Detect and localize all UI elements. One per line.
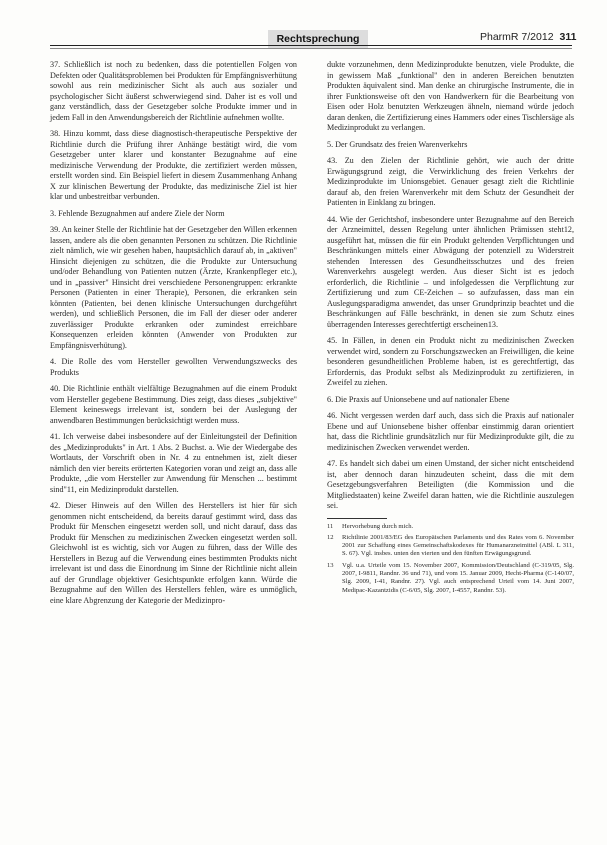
paragraph-41: 41. Ich verweise dabei insbesondere auf der Einleitungsteil der Definition des „Medizinprodukts" in Art. 1 Abs. 2 Buchst. a. Wie der Wiedergabe des Wortlauts, der Vorschrift oben in Nr. 4 zu entnehmen ist, zielt dieser nämlich den vier bereits erörterten Kategorien voran und zeigt an, dass alle Produkte, „die vom Hersteller zur Anwendung für Menschen ... bestimmt sind"11, ein Medizinprodukt darstellen. <box>50 432 297 494</box>
paragraph-47: 47. Es handelt sich dabei um einen Umstand, der sicher nicht entscheidend ist, aber dennoch daran hinzudeuten scheint, dass die mit dem Gesetzgebungsverfahren Beteiligten (die Kommission und die Mitgliedstaaten) keine Zweifel daran hatten, wie die Richtlinie auszulegen sei. <box>327 459 574 510</box>
footnote-text: Vgl. u.a. Urteile vom 15. November 2007, Kommission/Deutschland (C-319/05, Slg. 2007, I-9811, Randnr. 36 und 71), und vom 15. Januar 2009, Hecht-Pharma (C-140/07, Slg. 2009, I-41, Randnr. 27). Vgl. auch entsprechend Urteil vom 14. Juni 2007, Medipac-Kazantzidis (C-6/05, Slg. 2007, I-4557, Randnr. 53). <box>342 561 574 594</box>
header-rule-secondary <box>50 48 572 49</box>
left-column <box>50 60 297 612</box>
footnote-number: 12 <box>327 533 334 541</box>
footnote-text: Richtlinie 2001/83/EG des Europäischen Parlaments und des Rates vom 6. November 2001 zur Schaffung eines Gemeinschaftskodexes für Humanarzneimittel (ABl. L 311, S. 67). Vgl. insbes. unten den vierten und den fünften Erwägungsgrund. <box>342 533 574 558</box>
footnote-12 <box>327 534 574 559</box>
subheading-3: 3. Fehlende Bezugnahmen auf andere Ziele der Norm <box>50 208 225 218</box>
paragraph-46: 46. Nicht vergessen werden darf auch, dass sich die Praxis auf nationaler Ebene und auf Unionsebene bisher offenbar einstimmig daran orientiert hat, dass die Richtlinie grundsätzlich nur für Medizinprodukte gilt, die zu medizinischen Zwecken verwendet werden. <box>327 411 574 452</box>
header-rule <box>50 45 572 46</box>
footnote-number: 13 <box>327 561 334 569</box>
subheading-5: 5. Der Grundsatz des freien Warenverkehrs <box>327 139 468 149</box>
footnote-13 <box>327 562 574 595</box>
subheading-6: 6. Die Praxis auf Unionsebene und auf nationaler Ebene <box>327 394 510 404</box>
paragraph-37: 37. Schließlich ist noch zu bedenken, dass die potentiellen Folgen von Defekten oder Qualitätsproblemen bei Produkten für Empfängnisverhütung sowohl aus rein medizinischer Sicht als auch aus sozialer und psychologischer Sicht äußerst schwerwiegend sind. Daher ist es voll und ganz verständlich, dass der Gesetzgeber solche Produkte immer und in jedem Fall in den Anwendungsbereich der Richtlinie aufnehmen wollte. <box>50 60 297 122</box>
paragraph-44: 44. Wie der Gerichtshof, insbesondere unter Bezugnahme auf den Bereich der Arzneimittel, dessen Regelung unter ähnlichen Prämissen steht12, ausgeführt hat, müssen die für ein Produkt geltenden Verpflichtungen und Beschränkungen mittels einer Abwägung der potenziell zu Widerstreit stehenden Interessen des Gesundheitsschutzes und des freien Warenverkehrs ausgelegt werden. Aus dieser Sicht ist es jedoch erforderlich, die Richtlinie – und infolgedessen die Verpflichtung zur Zertifizierung und zum CE-Zeichen – so aufzufassen, dass man ein Auslegungsparadigma anwendet, das unser Grundprinzip beachtet und die Beschränkungen auf Fälle beschränkt, in denen sie zum Schutz eines überragenden Interesses gerechtfertigt erscheinen13. <box>327 214 574 329</box>
paragraph-39: 39. An keiner Stelle der Richtlinie hat der Gesetzgeber den Willen erkennen lassen, andere als die oben genannten Personen zu schützen. Die Richtlinie zielt nämlich, wie wir gesehen haben, hauptsächlich darauf ab, in „aktiven" Hinsicht diejenigen zu schützen, die die Produkte zur Untersuchung und/oder Behandlung von Patienten nutzen (Ärzte, Krankenpfleger etc.), und in „passiver" Hinsicht drei verschiedene Personengruppen: erkrankte Personen (Patienten in einer Therapie), Personen, die erkranken sein könnten (Patienten, bei denen klinische Untersuchungen durchgeführt werden), und schließlich Personen, die im Fall der dieser oder anderer zuverlässiger Produkte erkranken oder zumindest erreichbare Konsequenzen erleiden könnten (Anwender von Produkten zur Empfängnisverhütung). <box>50 225 297 350</box>
paragraph-38: 38. Hinzu kommt, dass diese diagnostisch-therapeutische Perspektive der Richtlinie durch die Prüfung ihrer Anhänge bestätigt wird, die vom Gesetzgeber unter klarer und konstanter Bezugnahme auf eine medizinische Verwendung der Produkte, die zertifiziert werden müssen, erstellt worden sind. Ein Beispiel liefert in diesem Zusammenhang Anhang X zur klinischen Bewertung der Produkte, das medizinische Ziel ist hier klar und unbestreitbar verbunden. <box>50 129 297 201</box>
footnote-number: 11 <box>327 522 334 530</box>
journal-info <box>480 31 577 43</box>
page-number: 311 <box>559 31 577 43</box>
paragraph-40: 40. Die Richtlinie enthält vielfältige Bezugnahmen auf die einem Produkt vom Hersteller gegebene Bestimmung. Dies zeigt, dass dieses „subjektive" Element keineswegs irrelevant ist, sondern bei der Auslegung der anwendbaren Bestimmungen berücksichtigt werden muss. <box>50 384 297 425</box>
subheading-4: 4. Die Rolle des vom Hersteller gewollten Verwendungszwecks des Produkts <box>50 357 297 377</box>
paragraph-45: 45. In Fällen, in denen ein Produkt nicht zu medizinischen Zwecken verwendet wird, sondern zu Forschungszwecken an Freiwilligen, die keine besonderen gesundheitlichen Probleme haben, ist es gerechtfertigt, das Erfordernis, das Produkt selbst als Medizinprodukt zu zertifizieren, in Zweifel zu ziehen. <box>327 336 574 387</box>
footnote-rule <box>327 518 387 519</box>
paragraph-42: 42. Dieser Hinweis auf den Willen des Herstellers ist hier für sich genommen nicht entscheidend, da bereits darauf gestimmt wird, dass das Produkt für Menschen eingesetzt werden soll, und nicht darauf, dass das Produkt für Menschen zu medizinischen Zwecken eingesetzt werden soll. Gleichwohl ist es wichtig, sich vor Augen zu führen, dass der Wille des Herstellers in Bezug auf die Verwendung eines bestimmten Produkts nicht irrelevant ist und dass die Einordnung im Sinne der Richtlinie nicht allein auf der Grundlage objektiver Gesichtspunkte erfolgen kann. Würde die Bezugnahme auf den Willen des Herstellers fehlen, wäre es unmöglich, eine klare Abgrenzung der Kategorie der Medizinpro- <box>50 501 297 605</box>
section-title: Rechtsprechung <box>268 30 368 48</box>
journal-name: PharmR 7/2012 <box>480 31 554 43</box>
paragraph-42-continued: dukte vorzunehmen, denn Medizinprodukte benutzen, viele Produkte, die in gewissem Maß „funktional" den in anderen Bereichen benutzten Produkten äquivalent sind. Man denke an chirurgische Instrumente, die in ihrer Funktionsweise oft den von Handwerkern für die Bearbeitung von Eisen oder Holz benutzten Werkzeugen ähneln, niemand würde jedoch daran denken, die Zertifizierung eines Hammers oder eines Tischlersäge als Medizinprodukt zu verlangen. <box>327 60 574 132</box>
paragraph-43: 43. Zu den Zielen der Richtlinie gehört, wie auch der dritte Erwägungsgrund zeigt, die Verwirklichung des freien Verkehrs der Medizinprodukte im Unionsgebiet. Genauer gesagt zielt die Richtlinie darauf ab, den freien Warenverkehr mit dem Schutz der Gesundheit der Patienten in Einklang zu bringen. <box>327 156 574 207</box>
right-column <box>327 60 574 598</box>
footnote-text: Hervorhebung durch mich. <box>342 522 414 530</box>
footnote-11 <box>327 523 574 531</box>
